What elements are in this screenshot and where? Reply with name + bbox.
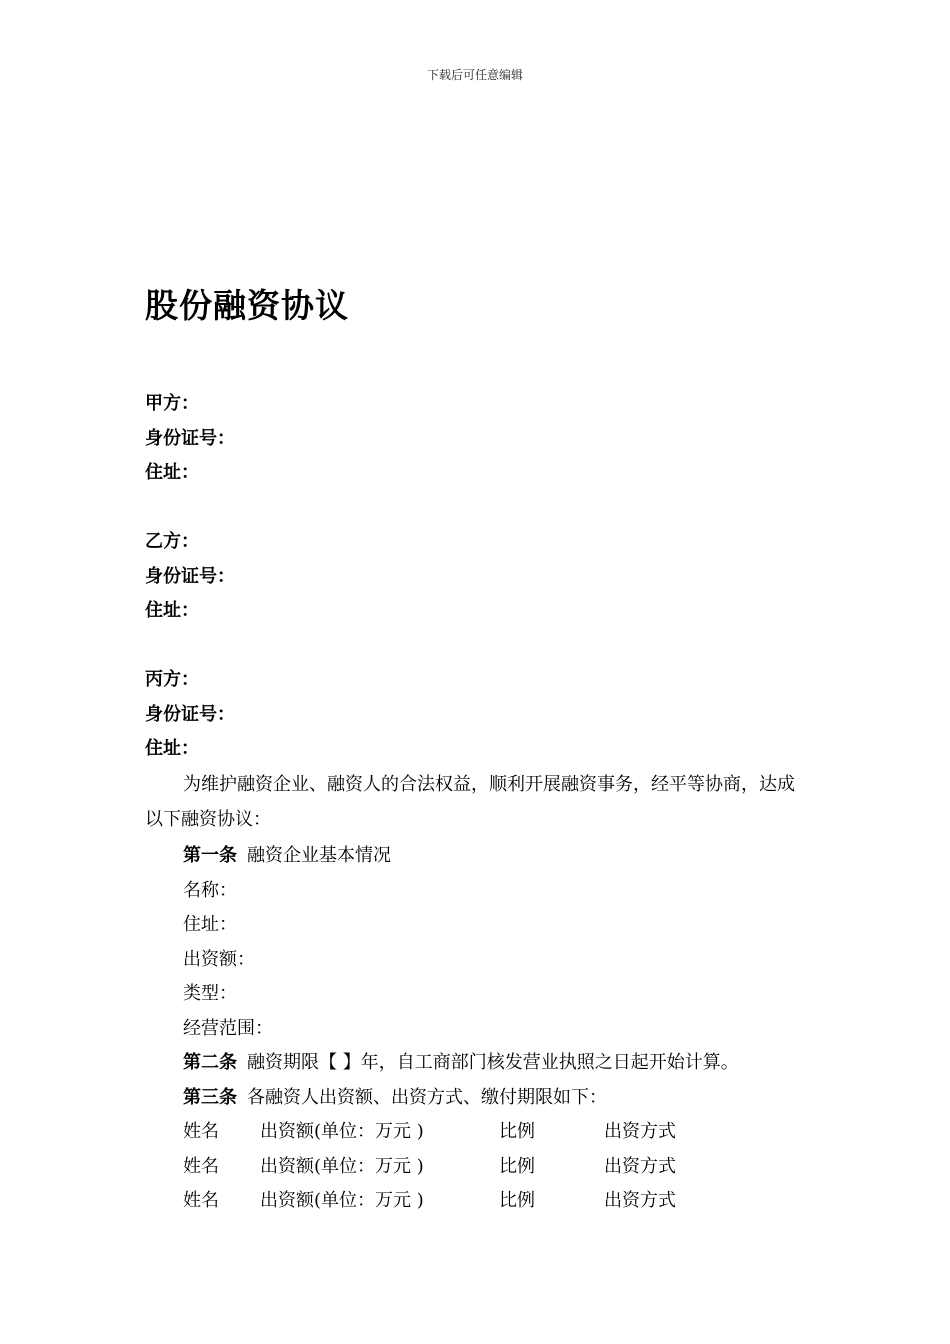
investor-name-label: 姓名 xyxy=(183,1155,219,1177)
investor-amount-label: 出资额(单位：万元 ) xyxy=(260,1121,424,1142)
investor-ratio-label: 比例 xyxy=(499,1155,535,1177)
article-1-field: 出资额： xyxy=(183,948,255,970)
party-b-address-label: 住址： xyxy=(145,600,199,621)
article-1-field: 名称： xyxy=(183,879,237,901)
party-a-block xyxy=(145,387,235,491)
investor-method-label: 出资方式 xyxy=(604,1190,676,1211)
investor-amount-label: 出资额(单位：万元 ) xyxy=(260,1190,424,1211)
party-a-id-label: 身份证号： xyxy=(145,427,235,449)
article-1-title: 融资企业基本情况 xyxy=(247,845,391,866)
party-a-address-label: 住址： xyxy=(145,462,199,483)
article-3-text: 各融资人出资额、出资方式、缴付期限如下： xyxy=(247,1086,607,1108)
intro-paragraph: 为维护融资企业、融资人的合法权益，顺利开展融资事务，经平等协商，达成以下融资协议： xyxy=(145,774,795,830)
article-1-field: 经营范围： xyxy=(183,1017,273,1039)
articles-section xyxy=(183,839,739,1219)
investor-amount-label: 出资额(单位：万元 ) xyxy=(260,1155,424,1177)
party-b-name-label: 乙方： xyxy=(145,531,199,552)
investor-ratio-label: 比例 xyxy=(499,1190,535,1211)
investor-method-label: 出资方式 xyxy=(604,1155,676,1177)
party-b-block xyxy=(145,525,235,629)
article-1-field: 类型： xyxy=(183,983,237,1004)
article-3-heading: 第三条 xyxy=(183,1086,237,1108)
article-2-text: 融资期限【 】年，自工商部门核发营业执照之日起开始计算。 xyxy=(247,1052,739,1073)
investor-row xyxy=(183,1184,739,1219)
article-3-line xyxy=(183,1081,739,1116)
investor-row xyxy=(183,1115,739,1150)
article-1-heading: 第一条 xyxy=(183,845,237,866)
investor-ratio-label: 比例 xyxy=(499,1121,535,1142)
investor-name-label: 姓名 xyxy=(183,1121,219,1142)
party-b-id-label: 身份证号： xyxy=(145,565,235,587)
article-2-line xyxy=(183,1046,739,1081)
party-c-address-label: 住址： xyxy=(145,738,199,759)
article-2-heading: 第二条 xyxy=(183,1052,237,1073)
investor-row xyxy=(183,1150,739,1185)
page-header-note: 下载后可任意编辑 xyxy=(426,68,523,82)
investor-method-label: 出资方式 xyxy=(604,1121,676,1142)
party-c-name-label: 丙方： xyxy=(145,669,199,690)
document-title: 股份融资协议 xyxy=(145,286,349,325)
party-a-name-label: 甲方： xyxy=(145,393,199,414)
article-1-field: 住址： xyxy=(183,914,237,935)
party-c-block xyxy=(145,663,235,767)
party-c-id-label: 身份证号： xyxy=(145,703,235,725)
article-1-line xyxy=(183,839,739,874)
investor-name-label: 姓名 xyxy=(183,1190,219,1211)
